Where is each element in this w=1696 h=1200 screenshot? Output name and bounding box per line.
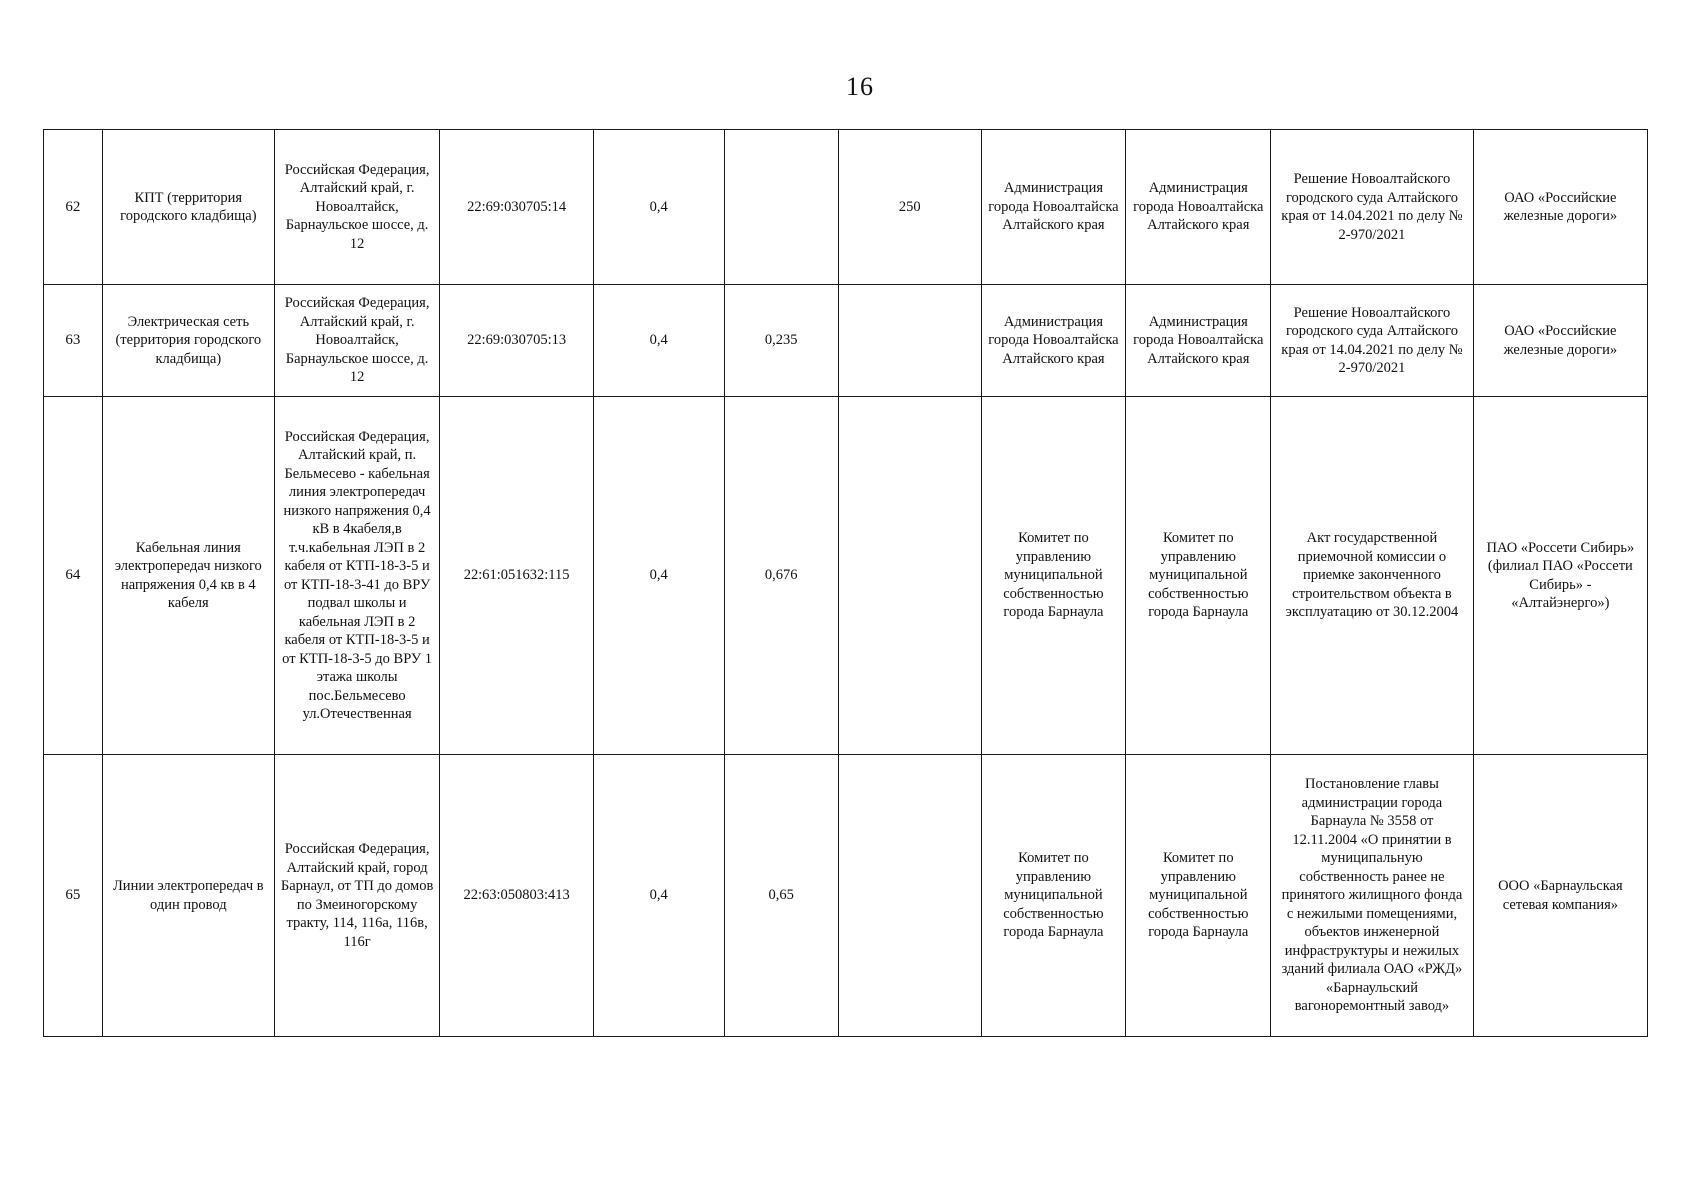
power-value [838,755,981,1037]
holder: Комитет по управлению муниципальной собственностью города Барнаула [1126,755,1271,1037]
row-number: 62 [44,130,103,285]
owner: Администрация города Новоалтайска Алтайского края [981,285,1126,397]
holder: Администрация города Новоалтайска Алтайского края [1126,130,1271,285]
length-value: 0,65 [724,755,838,1037]
row-number: 65 [44,755,103,1037]
voltage-value: 0,4 [593,130,724,285]
legal-basis: Решение Новоалтайского городского суда Алтайского края от 14.04.2021 по делу № 2-970/2021 [1271,130,1474,285]
power-value: 250 [838,130,981,285]
table-row [44,755,1648,1037]
voltage-value: 0,4 [593,397,724,755]
length-value: 0,235 [724,285,838,397]
object-name: Электрическая сеть (территория городского кладбища) [102,285,274,397]
legal-basis: Решение Новоалтайского городского суда Алтайского края от 14.04.2021 по делу № 2-970/2021 [1271,285,1474,397]
length-value [724,130,838,285]
power-value [838,397,981,755]
power-value [838,285,981,397]
voltage-value: 0,4 [593,285,724,397]
object-address: Российская Федерация, Алтайский край, г. Новоалтайск, Барнаульское шоссе, д. 12 [274,130,440,285]
row-number: 63 [44,285,103,397]
cadastral-number: 22:69:030705:13 [440,285,594,397]
object-name: Кабельная линия электропередач низкого напряжения 0,4 кв в 4 кабеля [102,397,274,755]
object-name: Линии электропередач в один провод [102,755,274,1037]
length-value: 0,676 [724,397,838,755]
cadastral-number: 22:61:051632:115 [440,397,594,755]
owner: Администрация города Новоалтайска Алтайского края [981,130,1126,285]
operator: ООО «Барнаульская сетевая компания» [1473,755,1647,1037]
owner: Комитет по управлению муниципальной собственностью города Барнаула [981,397,1126,755]
table-row [44,397,1648,755]
owner: Комитет по управлению муниципальной собственностью города Барнаула [981,755,1126,1037]
cadastral-number: 22:69:030705:14 [440,130,594,285]
operator: ОАО «Российские железные дороги» [1473,130,1647,285]
row-number: 64 [44,397,103,755]
table-row [44,130,1648,285]
object-name: КПТ (территория городского кладбища) [102,130,274,285]
legal-basis: Акт государственной приемочной комиссии о приемке законченного строительством объекта в эксплуатацию от 30.12.2004 [1271,397,1474,755]
object-address: Российская Федерация, Алтайский край, п. Бельмесево - кабельная линия электропередач низкого напряжения 0,4 кВ в 4кабеля,в т.ч.кабельная ЛЭП в 2 кабеля от КТП-18-3-5 и от КТП-18-3-41 до ВРУ подвал школы и кабельная ЛЭП в 2 кабеля от КТП-18-3-5 и от КТП-18-3-5 до ВРУ 1 этажа школы пос.Бельмесево ул.Отечественная [274,397,440,755]
page-number: 16 [846,72,874,101]
legal-basis: Постановление главы администрации города Барнаула № 3558 от 12.11.2004 «О принятии в муниципальную собственность ранее не принятого жилищного фонда с нежилыми помещениями, объектов инженерной инфраструктуры и нежилых зданий филиала ОАО «РЖД» «Барнаульский вагоноремонтный завод» [1271,755,1474,1037]
object-address: Российская Федерация, Алтайский край, город Барнаул, от ТП до домов по Змеиногорскому тракту, 114, 116а, 116в, 116г [274,755,440,1037]
operator: ПАО «Россети Сибирь» (филиал ПАО «Россети Сибирь» - «Алтайэнерго») [1473,397,1647,755]
cadastral-number: 22:63:050803:413 [440,755,594,1037]
registry-table [43,129,1648,1037]
object-address: Российская Федерация, Алтайский край, г. Новоалтайск, Барнаульское шоссе, д. 12 [274,285,440,397]
holder: Администрация города Новоалтайска Алтайского края [1126,285,1271,397]
operator: ОАО «Российские железные дороги» [1473,285,1647,397]
table-row [44,285,1648,397]
holder: Комитет по управлению муниципальной собственностью города Барнаула [1126,397,1271,755]
voltage-value: 0,4 [593,755,724,1037]
